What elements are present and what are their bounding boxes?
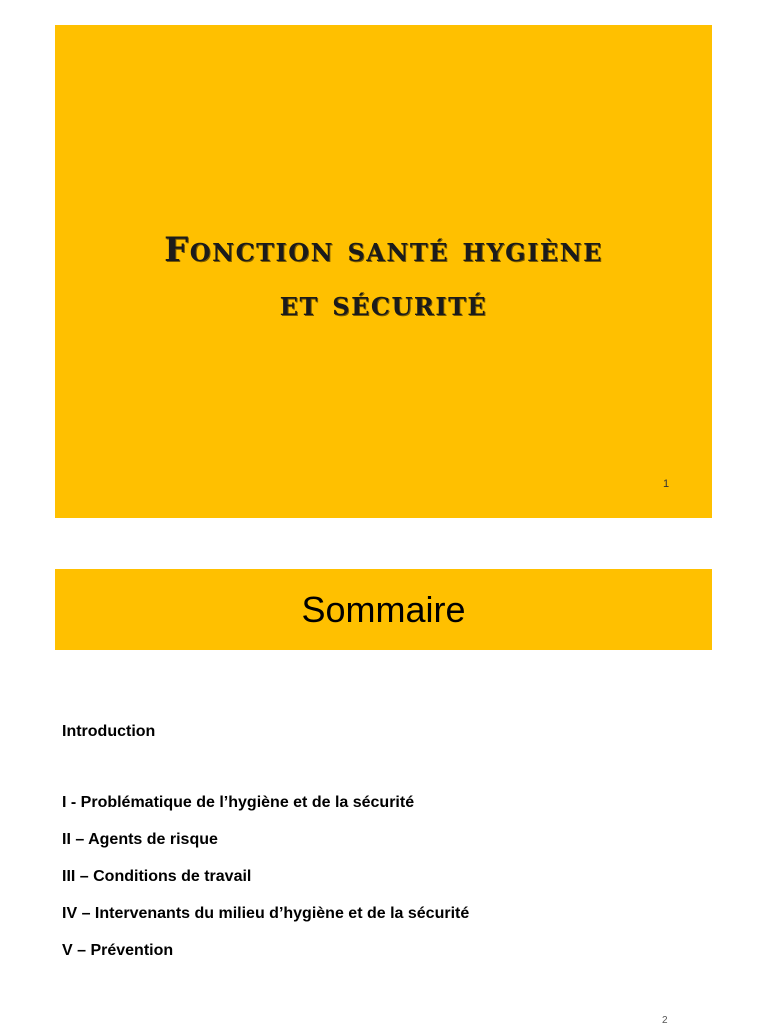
slide-title (55, 223, 712, 331)
summary-intro: Introduction (62, 723, 156, 740)
slide-page-number: 1 (663, 478, 670, 490)
summary-item-5: V – Prévention (62, 942, 174, 959)
summary-heading: Sommaire (301, 589, 466, 630)
summary-item-4: IV – Intervenants du milieu d’hygiène et de la sécurité (62, 905, 470, 922)
slide-title-line-2: et sécurité (279, 284, 488, 324)
summary-item-2: II – Agents de risque (62, 831, 218, 848)
title-slide (55, 25, 712, 518)
summary-page-number: 2 (662, 1015, 668, 1026)
summary-item-3: III – Conditions de travail (62, 868, 252, 885)
summary-item-1: I - Problématique de l’hygiène et de la sécurité (62, 794, 415, 811)
slide-title-line-1: Fonction santé hygiène (164, 230, 603, 270)
summary-banner (55, 569, 712, 650)
